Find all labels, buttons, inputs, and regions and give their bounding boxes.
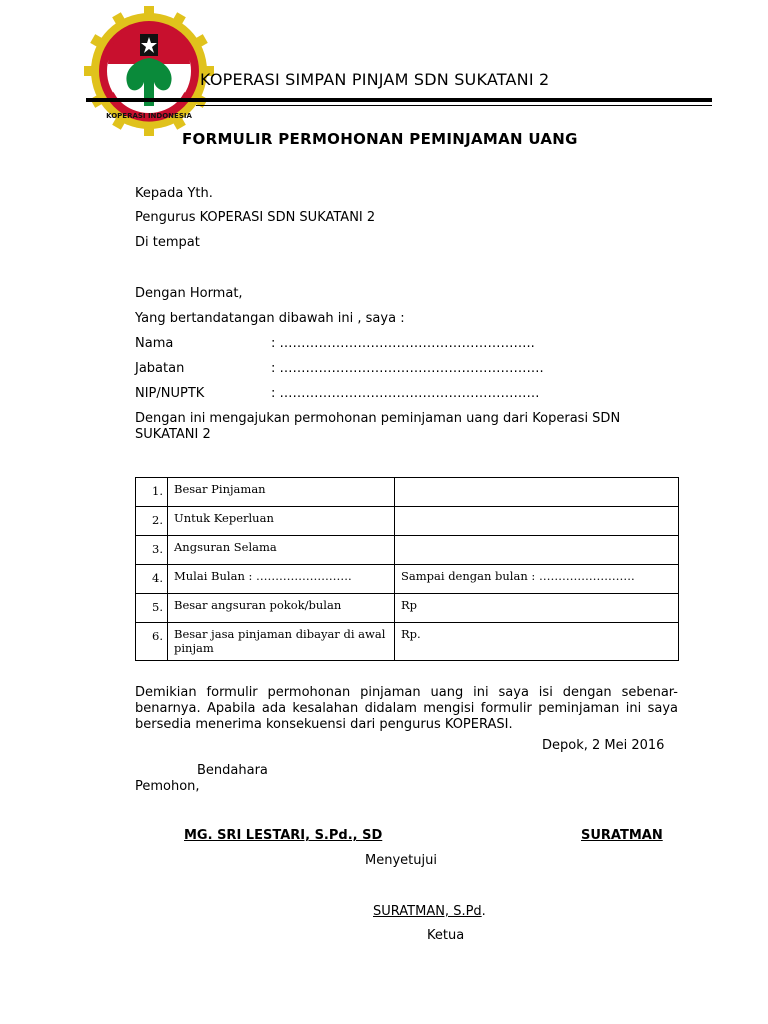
approver-name-suffix: . xyxy=(481,904,486,919)
applicant-name: SURATMAN xyxy=(581,828,663,843)
greeting: Dengan Hormat, xyxy=(135,286,243,301)
approval-label: Menyetujui xyxy=(365,853,437,868)
row-value: Rp. xyxy=(395,623,679,661)
approver-name: SURATMAN, S.Pd xyxy=(373,904,482,919)
loan-details-table xyxy=(135,477,679,661)
address-line-3: Di tempat xyxy=(135,235,200,250)
form-title: FORMULIR PERMOHONAN PEMINJAMAN UANG xyxy=(182,130,578,148)
row-value xyxy=(395,536,679,565)
row-number: 3. xyxy=(136,536,168,565)
header-divider xyxy=(86,98,712,102)
treasurer-role-label: Bendahara xyxy=(197,763,268,778)
field-label-nip: NIP/NUPTK xyxy=(135,386,205,401)
table-row xyxy=(136,594,679,623)
cooperative-name-header: KOPERASI SIMPAN PINJAM SDN SUKATANI 2 xyxy=(200,70,550,89)
header-divider-thin xyxy=(196,105,712,106)
treasurer-name: MG. SRI LESTARI, S.Pd., SD xyxy=(184,828,383,843)
request-text: Dengan ini mengajukan permohonan peminjaman uang dari Koperasi SDN SUKATANI 2 xyxy=(135,411,621,442)
row-value: Rp xyxy=(395,594,679,623)
koperasi-indonesia-logo xyxy=(84,6,214,136)
address-line-2: Pengurus KOPERASI SDN SUKATANI 2 xyxy=(135,210,376,225)
field-value-nip: : …………………………………………………… xyxy=(271,386,540,401)
address-line-1: Kepada Yth. xyxy=(135,186,213,201)
field-value-jabatan: : ……………………………………………………. xyxy=(271,361,544,376)
table-row xyxy=(136,478,679,507)
table-row xyxy=(136,536,679,565)
field-label-nama: Nama xyxy=(135,336,174,351)
table-row xyxy=(136,565,679,594)
closing-statement: Demikian formulir permohonan pinjaman uang ini saya isi dengan sebenar-benarnya. Apabila ada kesalahan didalam mengisi formulir peminjaman ini saya bersedia menerima konsekuensi dari pengurus KOPERASI. xyxy=(135,685,678,732)
svg-text:KOPERASI INDONESIA: KOPERASI INDONESIA xyxy=(106,112,192,120)
field-label-jabatan: Jabatan xyxy=(135,361,185,376)
approver-role-label: Ketua xyxy=(427,928,465,943)
row-description: Untuk Keperluan xyxy=(168,507,395,536)
row-description: Besar angsuran pokok/bulan xyxy=(168,594,395,623)
approver-name-block xyxy=(373,904,486,919)
row-number: 6. xyxy=(136,623,168,661)
table-row xyxy=(136,507,679,536)
row-description: Besar jasa pinjaman dibayar di awal pinjam xyxy=(168,623,395,661)
row-value xyxy=(395,507,679,536)
place-date: Depok, 2 Mei 2016 xyxy=(542,738,665,753)
row-value: Sampai dengan bulan : ……………………. xyxy=(395,565,679,594)
field-value-nama: : ………………………………………………….. xyxy=(271,336,535,351)
row-description: Besar Pinjaman xyxy=(168,478,395,507)
row-number: 1. xyxy=(136,478,168,507)
row-description: Angsuran Selama xyxy=(168,536,395,565)
row-number: 4. xyxy=(136,565,168,594)
row-number: 5. xyxy=(136,594,168,623)
row-number: 2. xyxy=(136,507,168,536)
table-row xyxy=(136,623,679,661)
row-value xyxy=(395,478,679,507)
applicant-role-label: Pemohon, xyxy=(135,779,200,794)
intro-text: Yang bertandatangan dibawah ini , saya : xyxy=(135,311,405,326)
row-description: Mulai Bulan : ……………………. xyxy=(168,565,395,594)
